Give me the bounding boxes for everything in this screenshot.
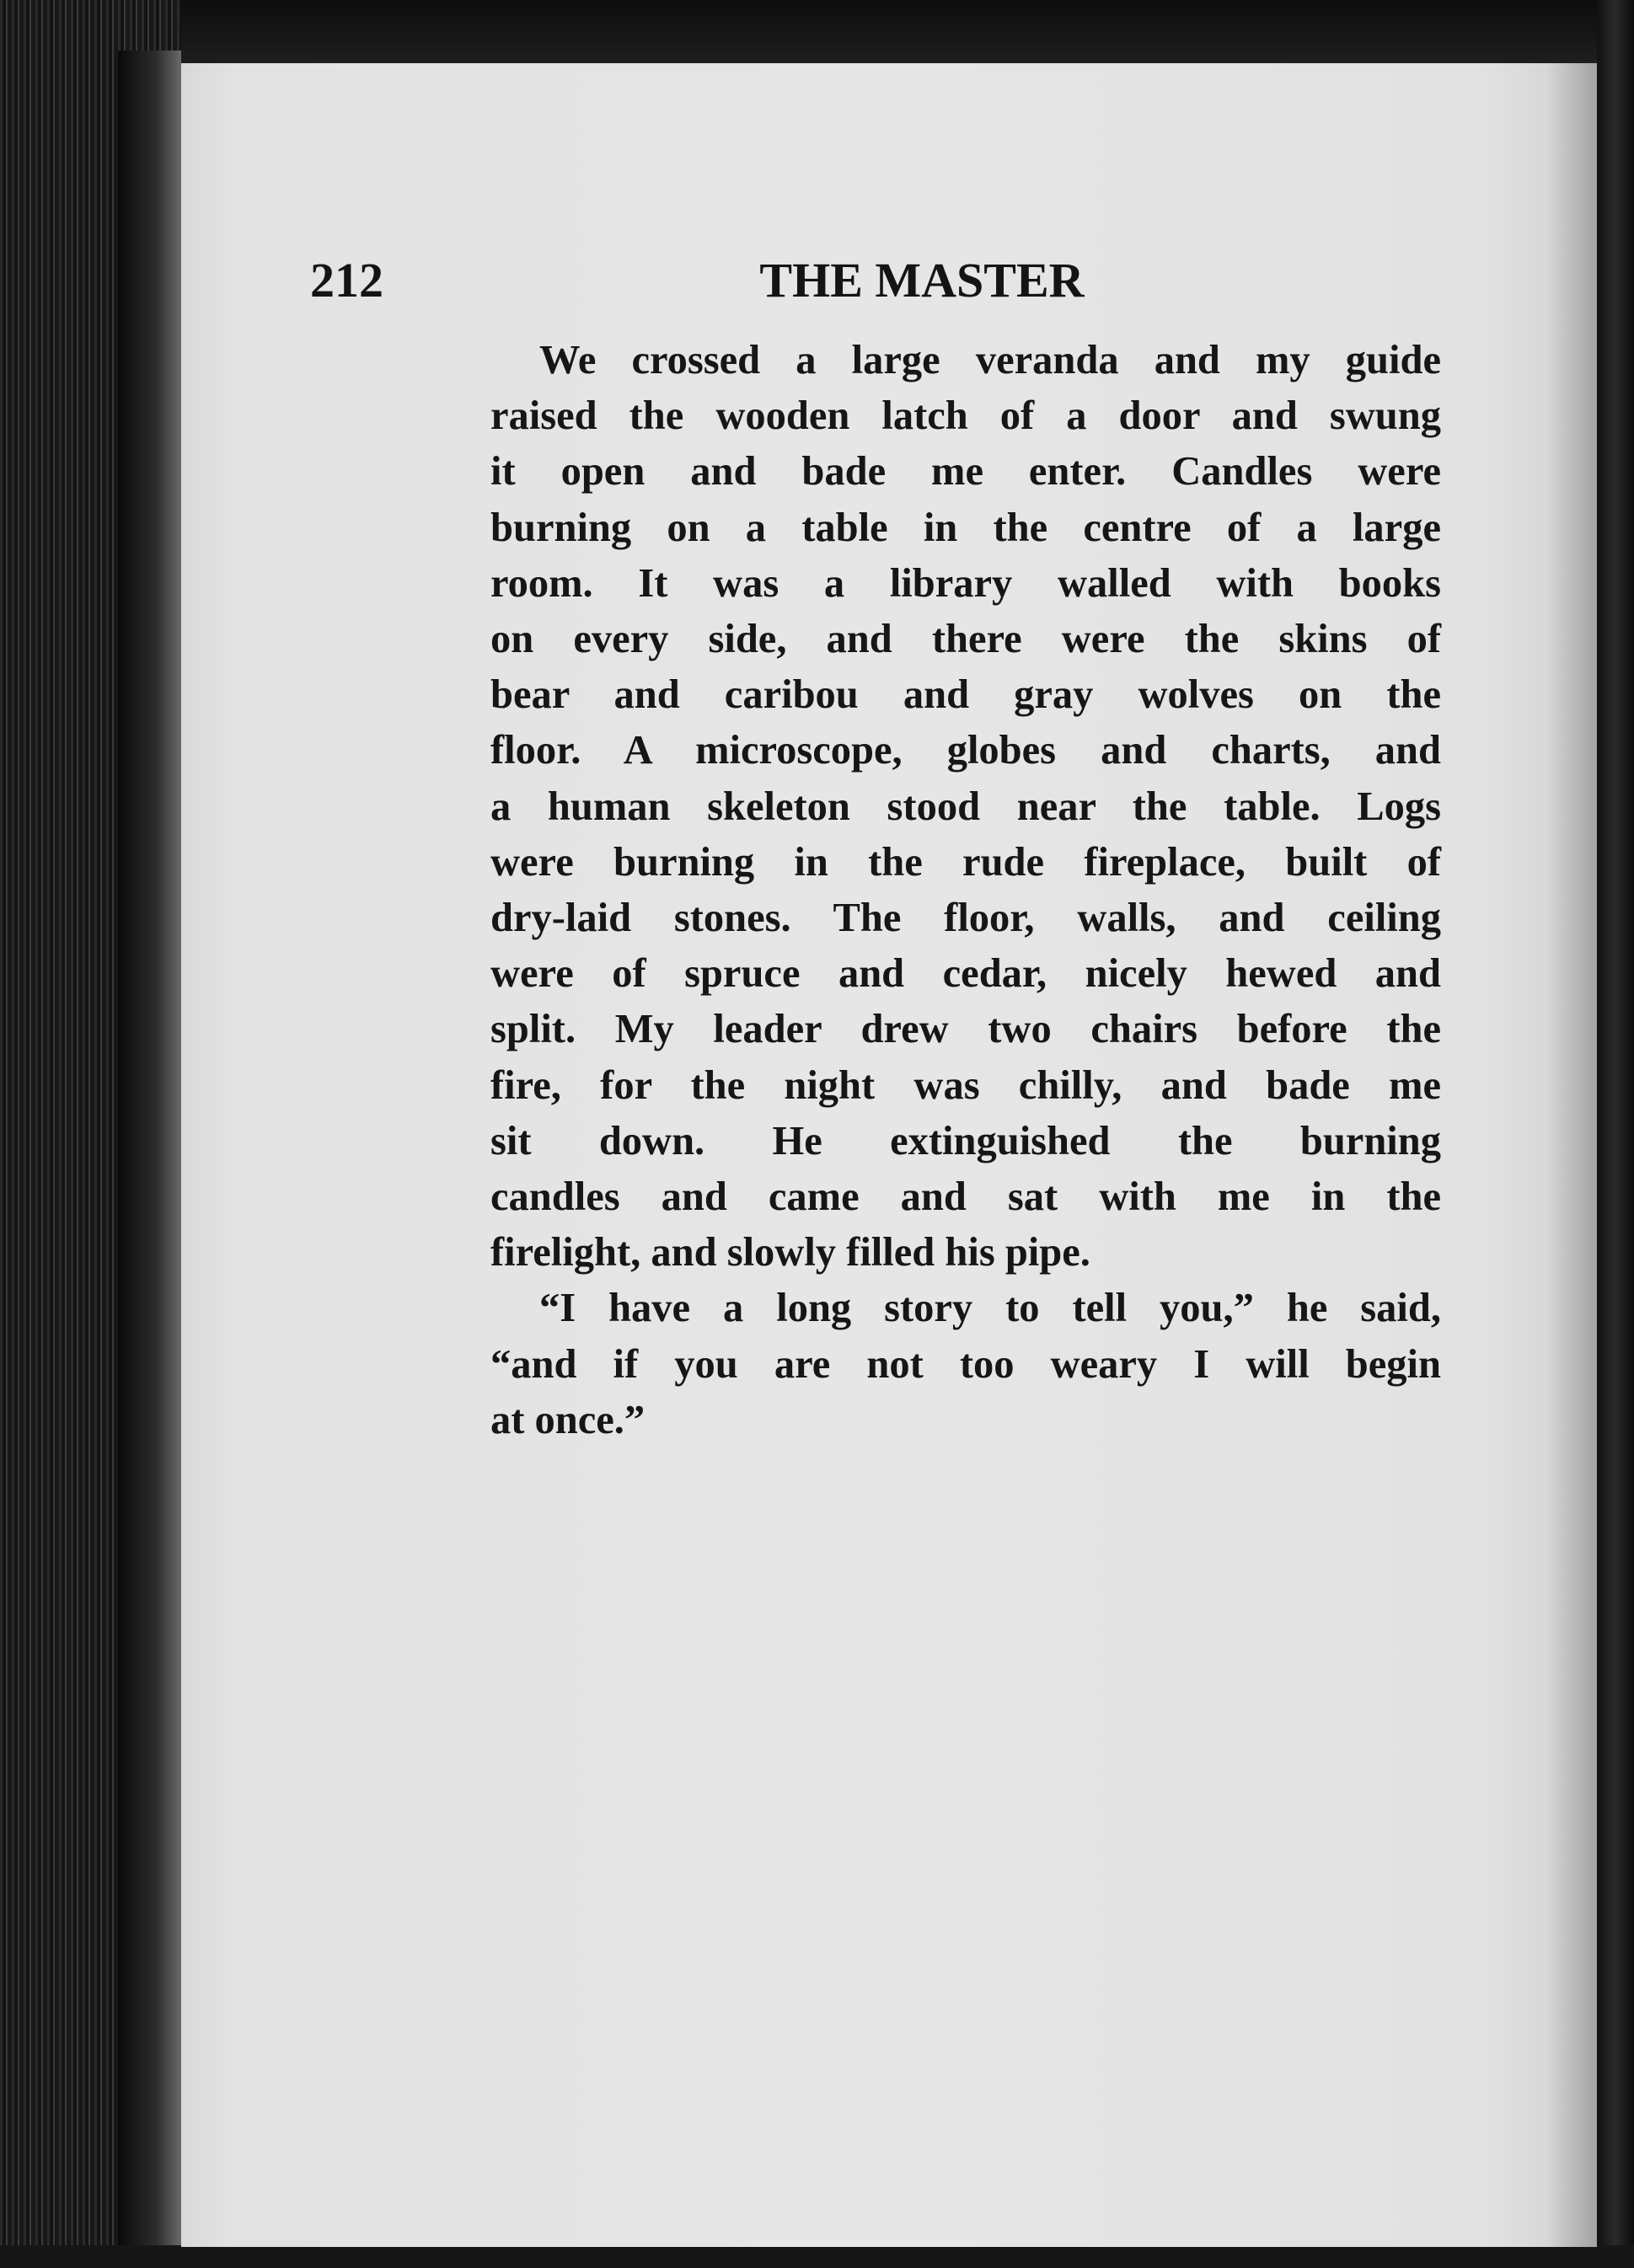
scan-border-bottom bbox=[0, 2245, 1634, 2268]
paragraph-1 bbox=[490, 333, 1441, 1281]
text-line: a human skeleton stood near the table. Logs bbox=[490, 784, 1441, 829]
text-line: on every side, and there were the skins of bbox=[490, 617, 1441, 662]
text-line: were burning in the rude fireplace, built of bbox=[490, 839, 1441, 885]
body-text bbox=[490, 333, 1441, 1448]
scan-border-left bbox=[0, 0, 181, 2268]
text-line: candles and came and sat with me in the bbox=[490, 1174, 1441, 1220]
page-edge-shadow bbox=[1546, 63, 1597, 2247]
text-line: We crossed a large veranda and my guide bbox=[539, 338, 1441, 382]
running-title: THE MASTER bbox=[759, 253, 1085, 308]
text-line: at once.” bbox=[490, 1397, 646, 1442]
text-line: dry-laid stones. The floor, walls, and ceiling bbox=[490, 896, 1441, 941]
text-line: firelight, and slowly filled his pipe. bbox=[490, 1230, 1090, 1276]
scan-border-right bbox=[1597, 0, 1634, 2268]
book-spine-shadow bbox=[118, 51, 181, 2268]
text-line: raised the wooden latch of a door and swung bbox=[490, 393, 1441, 439]
text-line: floor. A microscope, globes and charts, and bbox=[490, 728, 1441, 773]
text-line: sit down. He extinguished the burning bbox=[490, 1118, 1441, 1163]
page-number: 212 bbox=[310, 253, 383, 308]
text-line: were of spruce and cedar, nicely hewed and bbox=[490, 951, 1441, 997]
text-line: bear and caribou and gray wolves on the bbox=[490, 672, 1441, 718]
text-line: room. It was a library walled with books bbox=[490, 560, 1441, 606]
running-header bbox=[310, 243, 1441, 318]
text-line: split. My leader drew two chairs before the bbox=[490, 1007, 1441, 1052]
text-line: “and if you are not too weary I will begin bbox=[490, 1341, 1441, 1387]
text-line: “I have a long story to tell you,” he said, bbox=[539, 1286, 1441, 1331]
text-line: burning on a table in the centre of a large bbox=[490, 505, 1441, 550]
scan-border-top bbox=[0, 0, 1634, 67]
paragraph-2 bbox=[490, 1281, 1441, 1448]
text-line: fire, for the night was chilly, and bade me bbox=[490, 1062, 1441, 1108]
text-line: it open and bade me enter. Candles were bbox=[490, 449, 1441, 495]
